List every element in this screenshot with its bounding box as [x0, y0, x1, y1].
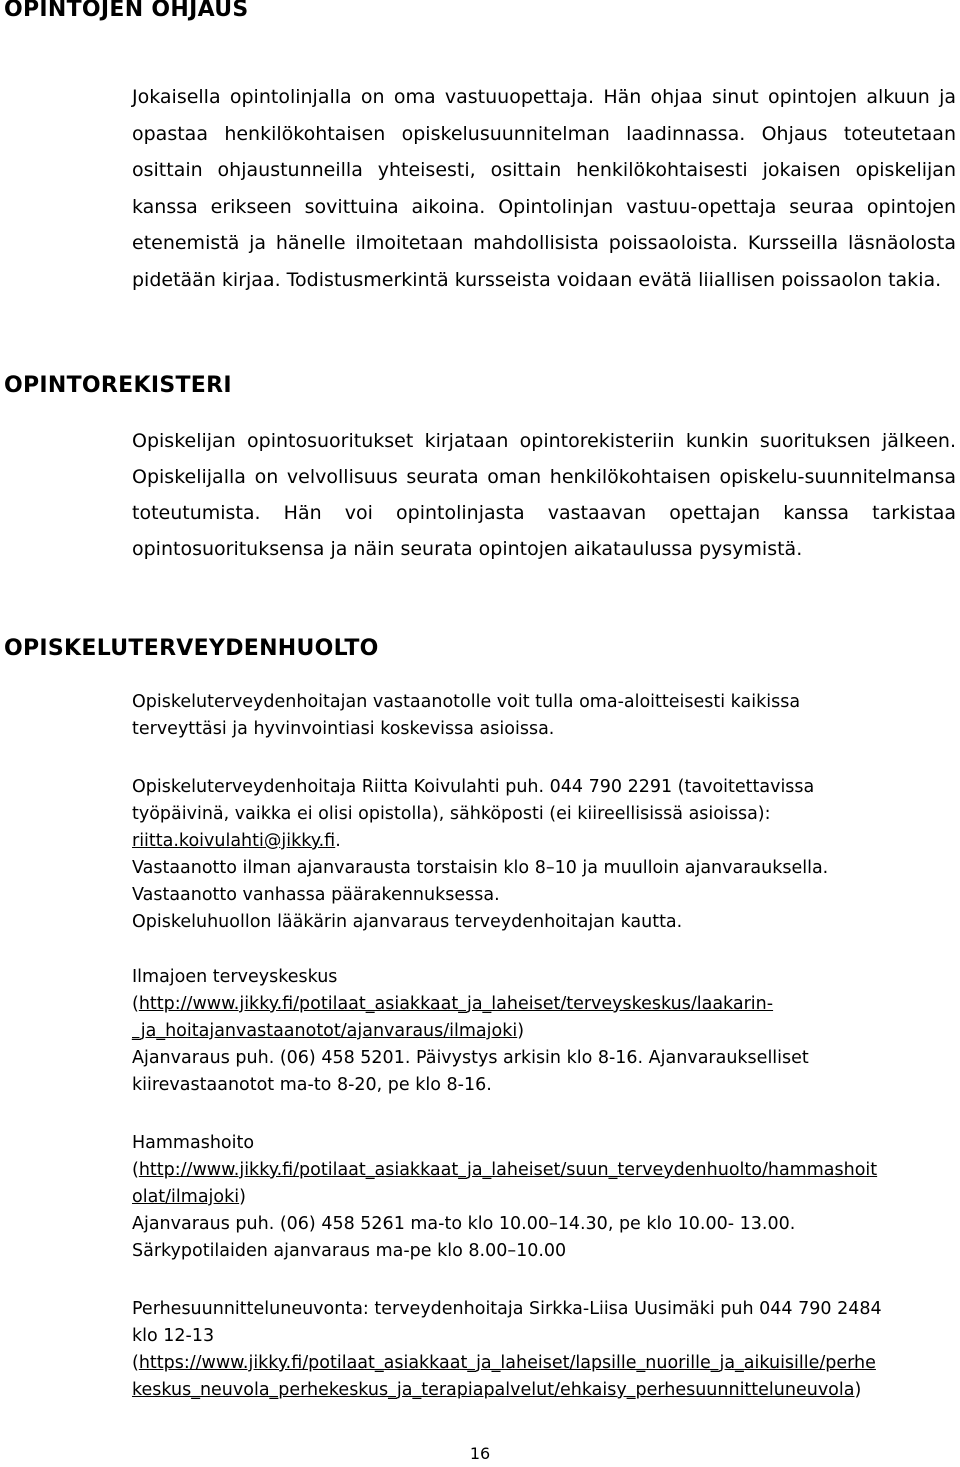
perhe-line: Perhesuunnitteluneuvonta: terveydenhoitaja Sirkka-Liisa Uusimäki puh 044 790 2484 — [132, 1299, 882, 1319]
ilmajoki-title: Ilmajoen terveyskeskus — [132, 967, 338, 987]
paren-open: ( — [132, 1353, 139, 1373]
terveys-intro-line: terveyttäsi ja hyvinvointiasi koskevissa asioissa. — [132, 719, 555, 739]
paren-close: ) — [854, 1380, 862, 1400]
nurse-info — [132, 774, 960, 936]
ilmajoki-line: Ajanvaraus puh. (06) 458 5201. Päivystys arkisin klo 8-16. Ajanvaraukselliset — [132, 1048, 809, 1068]
paren-open: ( — [132, 1160, 139, 1180]
terveys-intro-line: Opiskeluterveydenhoitajan vastaanotolle voit tulla oma-aloitteisesti kaikissa — [132, 692, 801, 712]
terveys-intro — [132, 689, 960, 743]
ohjaus-paragraph: Jokaisella opintolinjalla on oma vastuuopettaja. Hän ohjaa sinut opintojen alkuun ja opastaa henkilökohtaisen opiskelusuunnitelman laadinnassa. Ohjaus toteutetaan osittain ohjaustunneilla yhteisesti, osittain henkilökohtaisesti jokaisen opiskelijan kanssa erikseen sovittuina aikoina. Opintolinjan vastuu-opettaja seuraa opintojen etenemistä ja hänelle ilmoitetaan mahdollisista poissaoloista. Kursseilla läsnäolosta pidetään kirjaa. Todistusmerkintä kursseista voidaan evätä liiallisen poissaolon takia. — [132, 86, 956, 291]
page-number: 16 — [469, 1444, 491, 1463]
perhe-info — [132, 1296, 960, 1404]
nurse-line: työpäivinä, vaikka ei olisi opistolla), sähköposti (ei kiireellisissä asioissa): — [132, 804, 771, 824]
nurse-email-link[interactable]: riitta.koivulahti@jikky.fi — [132, 831, 336, 851]
paren-close: ) — [517, 1021, 525, 1041]
ilmajoki-link[interactable]: http://www.jikky.fi/potilaat_asiakkaat_ja_laheiset/terveyskeskus/laakarin- — [138, 994, 774, 1014]
heading-opintojen-ohjaus: OPINTOJEN OHJAUS — [4, 0, 249, 22]
ilmajoki-info — [132, 964, 960, 1099]
heading-opintorekisteri: OPINTOREKISTERI — [4, 373, 232, 398]
perhe-link-cont[interactable]: keskus_neuvola_perhekeskus_ja_terapiapalvelut/ehkaisy_perhesuunnitteluneuvola — [132, 1380, 855, 1400]
hammas-title: Hammashoito — [132, 1133, 255, 1153]
reception-line: Vastaanotto ilman ajanvarausta torstaisin klo 8–10 ja muulloin ajanvarauksella. — [132, 858, 829, 878]
nurse-line: Opiskeluterveydenhoitaja Riitta Koivulahti puh. 044 790 2291 (tavoitettavissa — [132, 777, 815, 797]
paren-open: ( — [132, 994, 139, 1014]
reception-line: Opiskeluhuollon lääkärin ajanvaraus terveydenhoitajan kautta. — [132, 912, 683, 932]
reception-line: Vastaanotto vanhassa päärakennuksessa. — [132, 885, 500, 905]
email-period: . — [335, 831, 341, 851]
ilmajoki-line: kiirevastaanotot ma-to 8-20, pe klo 8-16. — [132, 1075, 492, 1095]
perhe-line: klo 12-13 — [132, 1326, 215, 1346]
hammas-line: Ajanvaraus puh. (06) 458 5261 ma-to klo 10.00–14.30, pe klo 10.00- 13.00. — [132, 1214, 796, 1234]
heading-opiskeluterveydenhuolto: OPISKELUTERVEYDENHUOLTO — [4, 636, 379, 661]
hammas-info — [132, 1130, 960, 1265]
ilmajoki-link-cont[interactable]: _ja_hoitajanvastaanotot/ajanvaraus/ilmajoki — [132, 1021, 518, 1041]
rekisteri-paragraph: Opiskelijan opintosuoritukset kirjataan opintorekisteriin kunkin suorituksen jälkeen. Opiskelijalla on velvollisuus seurata oman henkilökohtaisen opiskelu-suunnitelmansa toteutumista. Hän voi opintolinjasta vastaavan opettajan kanssa tarkistaa opintosuorituksensa ja näin seurata opintojen aikataulussa pysymistä. — [132, 430, 956, 560]
paren-close: ) — [239, 1187, 246, 1207]
hammas-link-cont[interactable]: olat/ilmajoki — [132, 1187, 240, 1207]
perhe-link[interactable]: https://www.jikky.fi/potilaat_asiakkaat_ja_laheiset/lapsille_nuorille_ja_aikuisille/perhe — [138, 1353, 876, 1373]
hammas-line: Särkypotilaiden ajanvaraus ma-pe klo 8.00–10.00 — [132, 1241, 567, 1261]
hammas-link[interactable]: http://www.jikky.fi/potilaat_asiakkaat_ja_laheiset/suun_terveydenhuolto/hammashoit — [138, 1160, 878, 1180]
